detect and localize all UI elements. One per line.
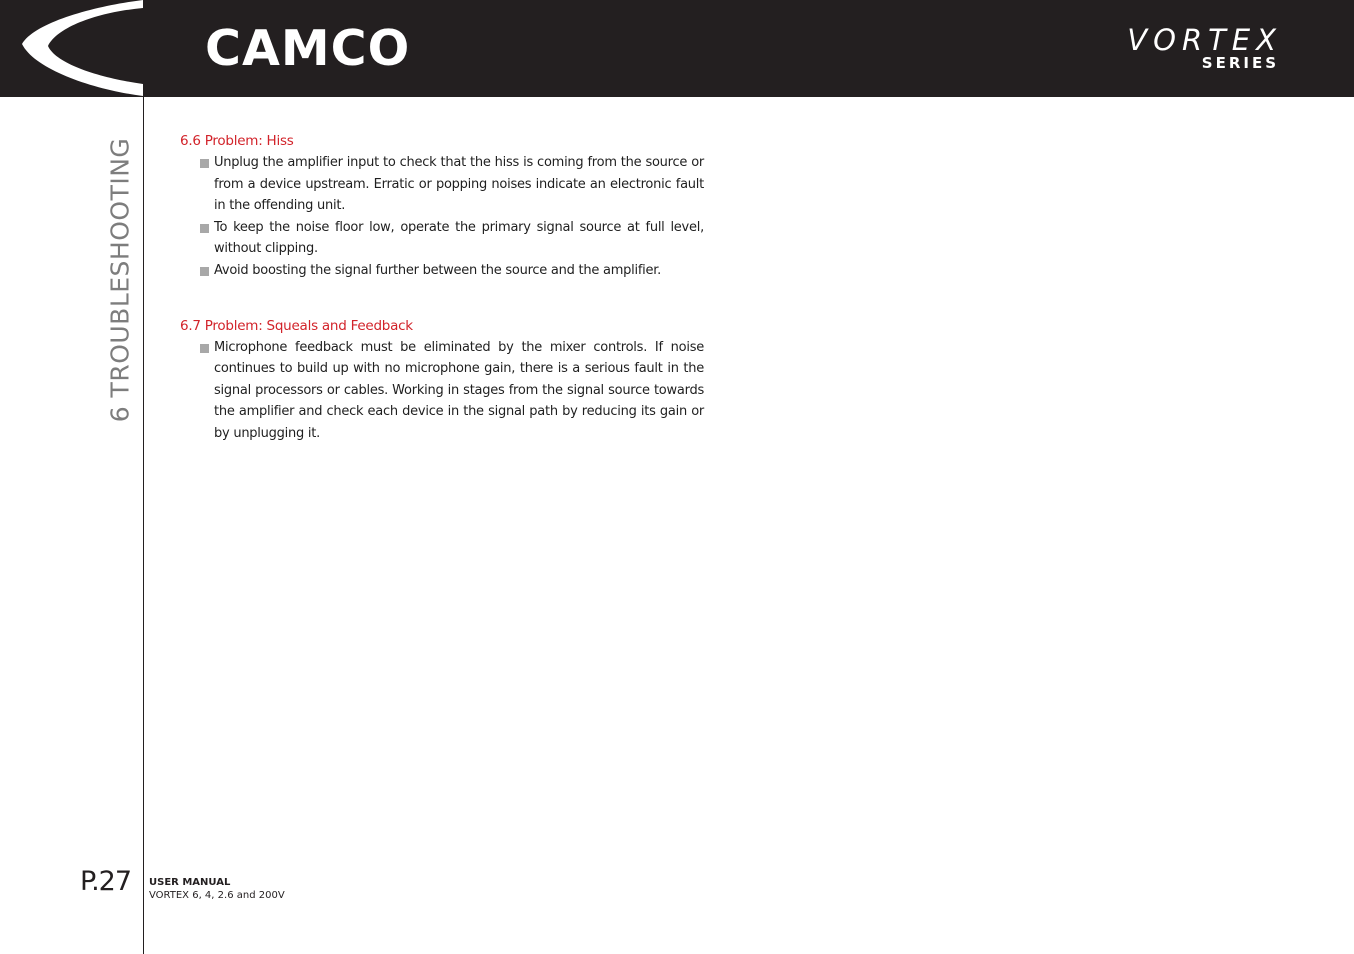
section-heading: 6.7 Problem: Squeals and Feedback: [180, 317, 413, 334]
bullet-text: Avoid boosting the signal further between the source and the amplifier.: [214, 262, 662, 278]
section-hiss: [180, 130, 704, 282]
square-bullet-icon: [200, 224, 209, 233]
page-number: P.27: [80, 866, 132, 897]
swoosh-logo-icon: [0, 0, 150, 100]
square-bullet-icon: [200, 159, 209, 168]
bullet-item: [180, 260, 704, 282]
square-bullet-icon: [200, 344, 209, 353]
bullet-list: [180, 152, 704, 282]
camco-logo: CAMCO: [205, 20, 411, 77]
footer: [149, 876, 285, 902]
series-name: VORTEX: [1127, 23, 1282, 57]
page-header: [0, 0, 1354, 97]
bullet-text: Microphone feedback must be eliminated by the mixer controls. If noise continues to build up with no microphone gain, there is a serious fault in the signal processors or cables. Working in stages from the signal source towards the amplifier and check each device in the signal path by reducing its gain or by unplugging it.: [214, 339, 704, 441]
footer-models: VORTEX 6, 4, 2.6 and 200V: [149, 890, 285, 901]
bullet-list: [180, 337, 704, 445]
bullet-text: Unplug the amplifier input to check that the hiss is coming from the source or from a device upstream. Erratic or popping noises indicate an electronic fault in the offending unit.: [214, 155, 704, 214]
bullet-item: [180, 337, 704, 445]
section-squeals-feedback: [180, 315, 704, 445]
series-subtitle: SERIES: [1201, 54, 1279, 72]
bullet-text: To keep the noise floor low, operate the primary signal source at full level, without clipping.: [214, 219, 704, 257]
main-content: [180, 130, 704, 445]
footer-manual-title: USER MANUAL: [149, 877, 231, 888]
square-bullet-icon: [200, 267, 209, 276]
margin-divider: [143, 97, 144, 954]
bullet-item: [180, 217, 704, 260]
vortex-series-logo: [1127, 23, 1282, 72]
bullet-item: [180, 152, 704, 217]
section-heading: 6.6 Problem: Hiss: [180, 133, 294, 149]
section-tab-label: 6 TROUBLESHOOTING: [105, 137, 135, 423]
